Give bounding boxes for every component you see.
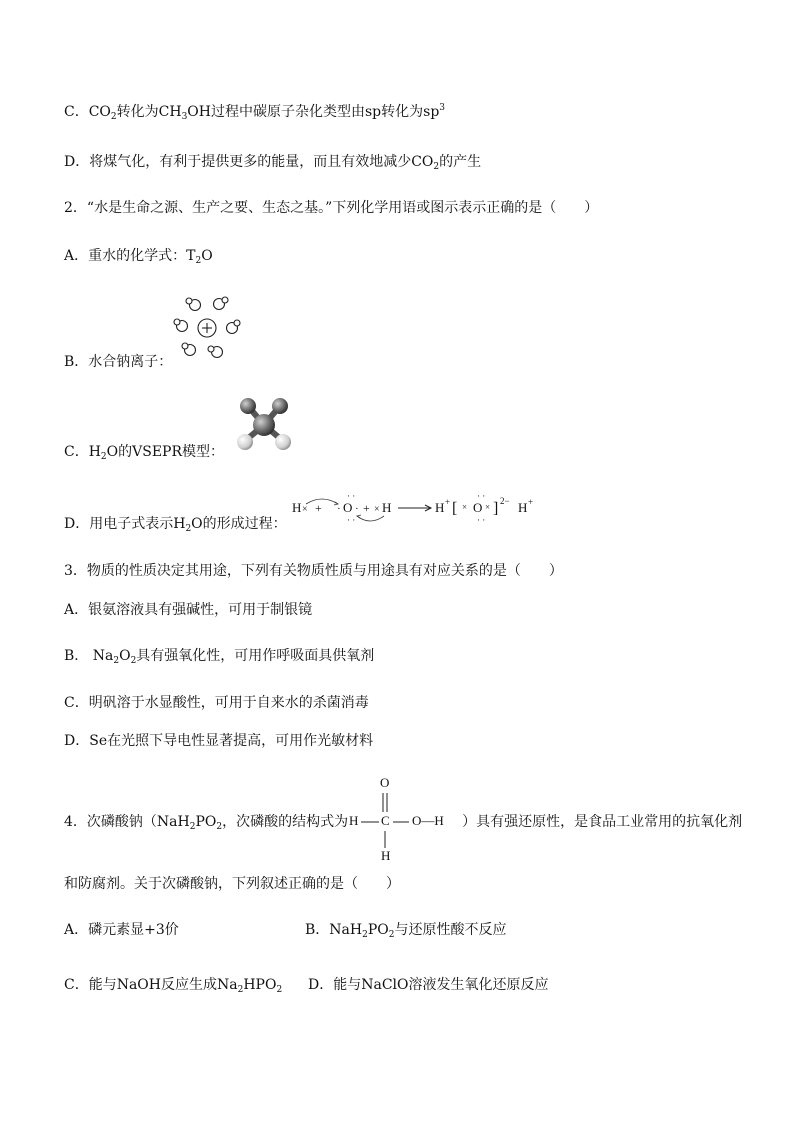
q4-option-c: C．能与NaOH反应生成$Na_2HPO_2$ bbox=[64, 977, 283, 995]
water-vsepr-model-figure bbox=[232, 394, 300, 456]
q2-option-d: D．用电子式表示$H_2O$的形成过程： bbox=[64, 516, 287, 534]
svg-text:×: × bbox=[462, 502, 468, 512]
svg-text:· ·: · · bbox=[347, 491, 356, 501]
double-bond bbox=[379, 792, 391, 814]
svg-text:+: + bbox=[528, 497, 534, 507]
q3-option-c: C．明矾溶于水显酸性，可用于自来水的杀菌消毒 bbox=[64, 695, 369, 711]
q4-option-a: A．磷元素显+3价 bbox=[64, 922, 179, 938]
svg-text:×: × bbox=[302, 504, 308, 515]
q1-option-d: D．将煤气化，有利于提供更多的能量，而且有效地减少$CO_2$的产生 bbox=[64, 154, 482, 172]
q3-option-a: A．银氨溶液具有强碱性，可用于制银镜 bbox=[64, 602, 313, 618]
q4-stem-line2: 和防腐剂。关于次磷酸钠，下列叙述正确的是（ ） bbox=[64, 876, 400, 892]
q4-option-d: D．能与NaClO溶液发生氧化还原反应 bbox=[308, 977, 549, 993]
svg-text:· ·: · · bbox=[347, 515, 356, 525]
single-bond-right bbox=[391, 812, 411, 832]
q4-options-ab bbox=[64, 920, 724, 940]
q2-option-a: A．重水的化学式：$T_2O$ bbox=[64, 248, 213, 266]
svg-text:[: [ bbox=[452, 500, 458, 517]
q2-option-c: C．$H_2O$的VSEPR模型： bbox=[64, 444, 225, 462]
svg-text:+: + bbox=[315, 501, 322, 515]
svg-text:H: H bbox=[518, 500, 528, 515]
single-bond-left bbox=[359, 812, 381, 832]
struct-center: C bbox=[381, 813, 390, 828]
svg-text:· ·: · · bbox=[477, 515, 486, 525]
formation-h-right: H bbox=[382, 500, 392, 515]
svg-text:×: × bbox=[374, 504, 380, 515]
q4-options-cd bbox=[64, 975, 724, 1000]
svg-text:+: + bbox=[445, 497, 451, 507]
q4-option-b: B．$NaH_2PO_2$与还原性酸不反应 bbox=[305, 922, 507, 940]
q1-option-c: C．$CO_2$转化为$CH_3OH$过程中碳原子杂化类型由sp转化为$sp^3$ bbox=[64, 103, 446, 122]
svg-text:×: × bbox=[485, 502, 491, 512]
q3-option-b: B． $Na_2O_2$具有强氧化性，可用作呼吸面具供氧剂 bbox=[64, 648, 375, 666]
formation-o: O bbox=[343, 500, 353, 515]
q3-option-d: D．Se在光照下导电性显著提高，可用作光敏材料 bbox=[64, 733, 374, 749]
hydrated-sodium-ion-figure bbox=[170, 292, 248, 364]
single-bond-down bbox=[379, 830, 391, 850]
svg-text:O: O bbox=[473, 500, 483, 515]
svg-text:·: · bbox=[337, 503, 341, 515]
q3-stem: 3．物质的性质决定其用途，下列有关物质性质与用途具有对应关系的是（ ） bbox=[64, 563, 563, 579]
svg-text:· ·: · · bbox=[477, 491, 486, 501]
q2-option-b: B．水合钠离子： bbox=[64, 354, 173, 370]
svg-text:]: ] bbox=[493, 500, 499, 517]
svg-text:2−: 2− bbox=[500, 496, 510, 506]
struct-right: O—H bbox=[412, 813, 444, 828]
q4-stem-line1: 4．次磷酸钠（$NaH_2PO_2$，次磷酸的结构式为 ）具有强还原性，是食品工业常用的抗氧化剂 bbox=[64, 814, 743, 832]
struct-left-h: H bbox=[349, 813, 359, 828]
water-formation-electron-diagram bbox=[290, 488, 548, 528]
svg-text:·: · bbox=[355, 503, 359, 515]
struct-bottom-h: H bbox=[381, 848, 391, 863]
svg-text:+: + bbox=[363, 501, 370, 515]
formation-h-left: H bbox=[292, 500, 302, 515]
svg-text:H: H bbox=[435, 500, 445, 515]
struct-top-o: O bbox=[380, 775, 390, 790]
q2-stem: 2．“水是生命之源、生产之要、生态之基。”下列化学用语或图示表示正确的是（ ） bbox=[64, 200, 599, 216]
